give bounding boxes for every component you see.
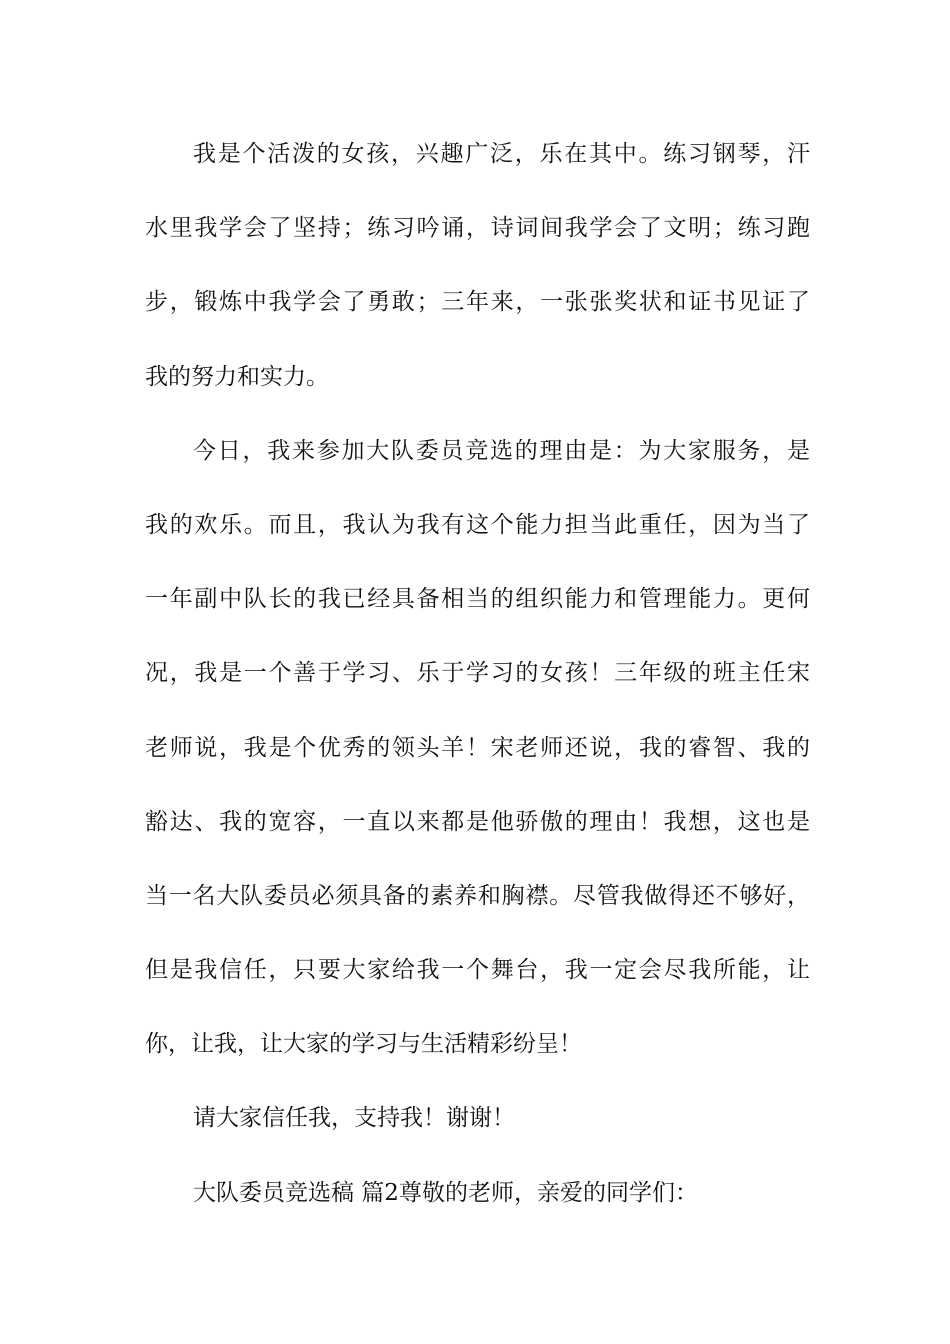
paragraph-line: 况，我是一个善于学习、乐于学习的女孩！三年级的班主任宋 <box>145 660 810 687</box>
paragraph-line: 老师说，我是个优秀的领头羊！宋老师还说，我的睿智、我的 <box>145 734 810 761</box>
paragraph-line: 我是个活泼的女孩，兴趣广泛，乐在其中。练习钢琴，汗 <box>193 141 810 167</box>
paragraph-line: 今日，我来参加大队委员竞选的理由是：为大家服务，是 <box>193 437 810 464</box>
paragraph-2 <box>145 425 810 1093</box>
paragraph-line: 请大家信任我，支持我！谢谢！ <box>193 1105 515 1132</box>
paragraph-4 <box>145 1167 810 1241</box>
paragraph-3 <box>145 1092 810 1166</box>
paragraph-line: 当一名大队委员必须具备的素养和胸襟。尽管我做得还不够好， <box>145 882 810 909</box>
paragraph-line: 我的欢乐。而且，我认为我有这个能力担当此重任，因为当了 <box>145 511 810 538</box>
paragraph-line: 你，让我，让大家的学习与生活精彩纷呈！ <box>145 1031 582 1058</box>
paragraph-1 <box>145 128 810 425</box>
paragraph-line: 我的努力和实力。 <box>145 363 329 390</box>
paragraph-line: 豁达、我的宽容，一直以来都是他骄傲的理由！我想，这也是 <box>145 808 810 835</box>
paragraph-line: 步，锻炼中我学会了勇敢；三年来，一张张奖状和证书见证了 <box>145 289 810 316</box>
document-body <box>145 128 810 1241</box>
paragraph-line: 一年副中队长的我已经具备相当的组织能力和管理能力。更何 <box>145 586 810 613</box>
paragraph-line: 大队委员竞选稿 篇2尊敬的老师，亲爱的同学们： <box>193 1179 698 1206</box>
paragraph-line: 水里我学会了坚持；练习吟诵，诗词间我学会了文明；练习跑 <box>145 215 810 242</box>
paragraph-line: 但是我信任，只要大家给我一个舞台，我一定会尽我所能，让 <box>145 957 810 984</box>
